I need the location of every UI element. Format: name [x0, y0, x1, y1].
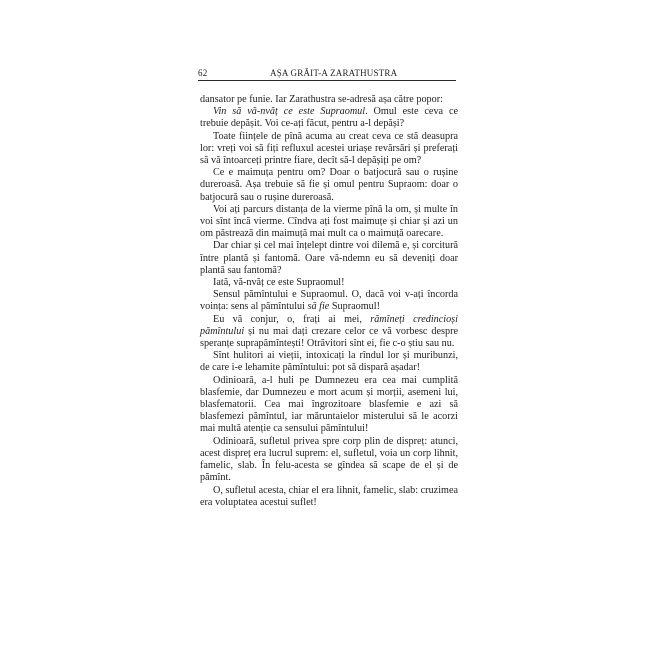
page-header: [198, 66, 456, 81]
page-number: 62: [198, 68, 208, 78]
italic-text: să fie: [307, 301, 330, 313]
text-run: Sînt hulitori ai vieții, intoxicați la rîndul lor și muribunzi, de care i-e lehamite pămîntului: pot să dispară așadar!: [200, 350, 458, 374]
paragraph: [200, 277, 458, 289]
paragraph: [200, 204, 458, 241]
paragraph: [200, 131, 458, 168]
text-run: și nu mai dați crezare celor ce vă vorbesc despre speranțe suprapămîntești! Otrăvitori sînt ei, fie c-o știu sau nu.: [200, 325, 458, 350]
text-run: Ce e maimuța pentru om? Doar o batjocură sau o rușine dureroasă. Așa trebuie să fie și omul pentru Supraom: doar o batjocură sau o rușine dureroasă.: [200, 167, 458, 203]
text-run: Voi ați parcurs distanța de la vierme pînă la om, și multe în voi sînt încă vierme. Cîndva ați fost maimuțe și chiar și azi un om păstrează din maimuță mai mult ca o maimuță oarecare.: [200, 203, 458, 240]
paragraph: [200, 350, 458, 374]
text-run: Sensul pămîntului e Supraomul. O, dacă voi v-ați încorda voința: sens al pămîntului: [200, 289, 458, 313]
text-run: Dar chiar și cel mai înțelept dintre voi dilemă e, și corcitură între plantă și fantomă. Oare vă-ndemn eu să deveniți doar plantă sau fantomă?: [200, 240, 458, 276]
body-text: [200, 94, 458, 509]
paragraph: [200, 375, 458, 436]
text-run: Iată, vă-nvăț ce este Supraomul!: [213, 277, 345, 289]
paragraph: [200, 106, 458, 130]
text-run: . Omul este ceva ce trebuie depășit. Voi ce-ați făcut, pentru a-l depăși?: [200, 106, 459, 130]
paragraph: [200, 94, 458, 106]
paragraph: [200, 436, 458, 485]
text-run: O, sufletul acesta, chiar el era lihnit, famelic, slab: cruzimea era voluptatea acestui suflet!: [200, 484, 458, 508]
paragraph: [200, 314, 458, 351]
text-run: Odinioară, sufletul privea spre corp plin de dispreț: atunci, acest dispreț era lucrul suprem: el, sufletul, voia un corp lihnit, famelic, slab. În felu-acesta se gîndea să scape de el și de pămînt.: [200, 435, 458, 484]
running-title: AȘA GRĂIT-A ZARATHUSTRA: [270, 68, 398, 78]
paragraph: [200, 167, 458, 204]
italic-text: rămîneți credincioși pămîntului: [200, 313, 458, 337]
text-run: Eu vă conjur, o, frați ai mei,: [213, 313, 371, 325]
text-run: Supraomul!: [329, 301, 380, 313]
paragraph: [200, 485, 458, 509]
text-run: Odinioară, a-l huli pe Dumnezeu era cea mai cumplită blasfemie, dar Dumnezeu e mort acum și morții, asemeni lui, blasfematorii. Cea mai îngrozitoare blasfemie e azi să blasfemezi pămîntul, iar măruntaielor misterului să le acorzi mai multă atenție ca sensului pămîntului!: [200, 374, 458, 435]
text-run: Toate ființele de pînă acuma au creat ceva ce stă deasupra lor: vreți voi să fiți refluxul acestei uriașe revărsări și preferați să vă întoarceți printre fiare, decît să-l depășiți pe om?: [200, 130, 458, 167]
paragraph: [200, 240, 458, 277]
paragraph: [200, 289, 458, 313]
italic-text: Vin să vă-nvăț ce este Supraomul: [213, 106, 366, 118]
text-run: dansator pe funie. Iar Zarathustra se-adresă așa către popor:: [200, 94, 443, 105]
